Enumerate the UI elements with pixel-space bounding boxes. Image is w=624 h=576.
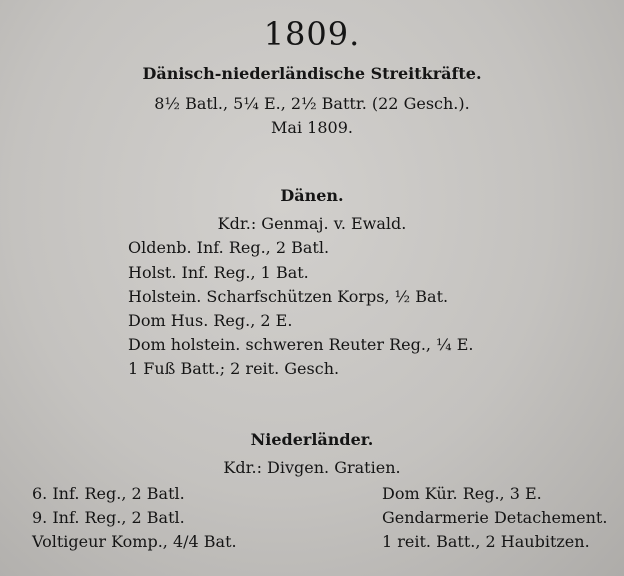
danes-unit: Dom holstein. schweren Reuter Reg., ¼ E.: [128, 335, 474, 354]
date-line: Mai 1809.: [271, 118, 353, 137]
danes-heading: Dänen.: [280, 186, 344, 205]
dutch-unit-right: Gendarmerie Detachement.: [382, 508, 608, 527]
danes-commander: Kdr.: Genmaj. v. Ewald.: [217, 214, 407, 233]
section-title: Dänisch-niederländische Streitkräfte.: [142, 64, 482, 83]
danes-unit: 1 Fuß Batt.; 2 reit. Gesch.: [128, 359, 340, 378]
strength-summary: 8½ Batl., 5¼ E., 2½ Battr. (22 Gesch.).: [154, 94, 470, 113]
danes-unit: Dom Hus. Reg., 2 E.: [128, 311, 293, 330]
danes-unit: Holstein. Scharfschützen Korps, ½ Bat.: [128, 287, 449, 306]
dutch-unit-left: Voltigeur Komp., 4/4 Bat.: [32, 532, 237, 551]
danes-unit: Oldenb. Inf. Reg., 2 Batl.: [128, 238, 330, 257]
page-title: 1809.: [263, 15, 361, 53]
danes-unit: Holst. Inf. Reg., 1 Bat.: [128, 263, 309, 282]
dutch-unit-left: 9. Inf. Reg., 2 Batl.: [32, 508, 185, 527]
dutch-unit-right: Dom Kür. Reg., 3 E.: [382, 484, 542, 503]
dutch-heading: Niederländer.: [250, 430, 374, 449]
dutch-commander: Kdr.: Divgen. Gratien.: [223, 458, 401, 477]
dutch-unit-left: 6. Inf. Reg., 2 Batl.: [32, 484, 185, 503]
dutch-unit-right: 1 reit. Batt., 2 Haubitzen.: [382, 532, 590, 551]
